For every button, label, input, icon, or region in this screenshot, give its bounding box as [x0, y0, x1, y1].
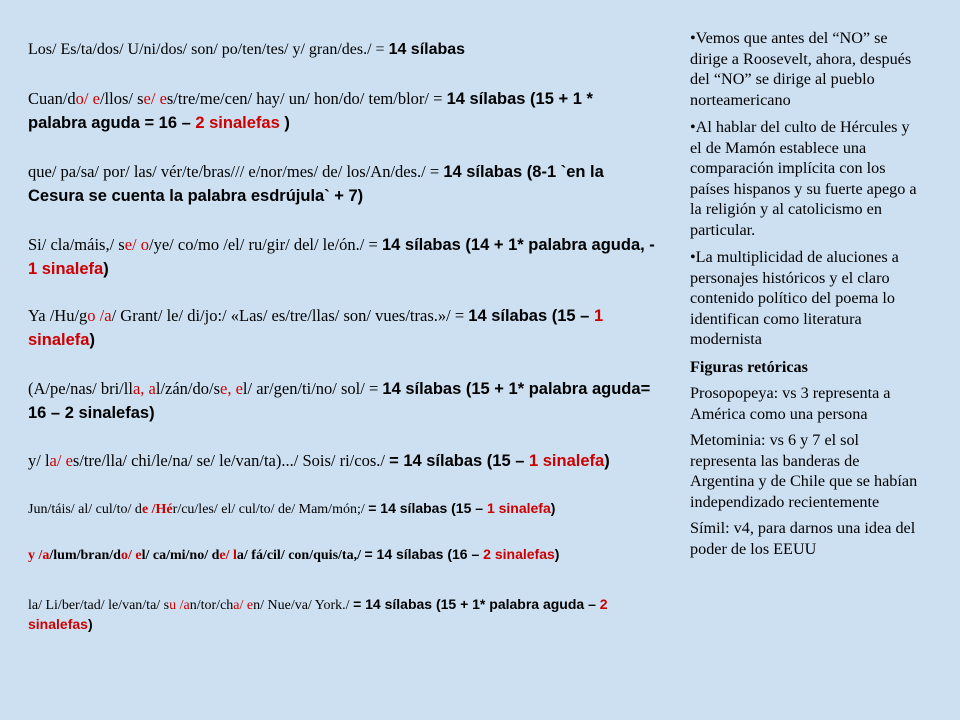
verse-analysis: [28, 0, 663, 720]
verse-segment: o/ e: [120, 548, 142, 563]
verse-segment: l/ ar/gen/ti/no/ sol/ =: [242, 379, 383, 398]
verse-segment: e, e: [220, 379, 243, 398]
verse-segment: /lum/bran/d: [49, 548, 121, 563]
verse-segment: a, a: [132, 379, 156, 398]
verse-line-6: [28, 377, 656, 425]
verse-segment: Los/ Es/ta/dos/ U/ni/dos/ son/ po/ten/tes/ y/ gran/des./ =: [28, 41, 389, 58]
verse-segment: Ya /Hu/g: [28, 306, 88, 325]
verse-segment: o /a: [87, 306, 112, 325]
note-bullet-1: •Vemos que antes del “NO” se dirige a Roosevelt, ahora, después del “NO” se dirige al pueblo norteamericano: [690, 29, 912, 109]
verse-line-9: [28, 545, 656, 565]
verse-segment: 1 sinalefa: [528, 452, 605, 470]
verse-segment: a/ e: [49, 451, 73, 470]
verse-segment: e /Hé: [141, 502, 173, 517]
verse-segment: que/ pa/sa/ por/ las/ vér/te/bras/// e/nor/mes/ de/ los/An/des./ =: [28, 162, 444, 181]
verse-segment: u /a: [169, 598, 190, 613]
note-bullet-3: •La multiplicidad de aluciones a personajes históricos y el claro contenido político del poema lo identifican como literatura modernista: [690, 248, 899, 348]
verse-segment: /ye/ co/mo /el/ ru/gir/ del/ le/ón./ =: [149, 235, 382, 254]
verse-line-2: [28, 87, 656, 135]
verse-line-4: [28, 233, 656, 281]
bullet-icon: •: [690, 118, 696, 136]
verse-segment: 1 sinalefa: [486, 500, 551, 516]
verse-segment: n/tor/ch: [189, 598, 234, 613]
verse-segment: ): [103, 260, 109, 278]
verse-segment: ): [550, 500, 556, 516]
verse-segment: Cuan/d: [28, 89, 76, 108]
verse-line-1: [28, 40, 656, 60]
verse-segment: r/cu/les/ el/ cul/to/ de/ Mam/món;/: [172, 502, 369, 517]
verse-segment: = 14 sílabas (16 –: [364, 546, 484, 562]
verse-segment: / Grant/ le/ di/jo:/ «Las/ es/tre/llas/ son/ vues/tras.»/ =: [111, 306, 469, 325]
verse-segment: Si/ cla/máis,/ s: [28, 235, 125, 254]
verse-segment: ): [279, 114, 290, 132]
verse-line-3: [28, 160, 656, 208]
verse-segment: ): [87, 616, 93, 632]
verse-segment: (A/pe/nas/ bri/ll: [28, 379, 133, 398]
notes-panel: [690, 28, 918, 565]
figure-prosopopeya: Prosopopeya: vs 3 representa a América como una persona: [690, 384, 891, 423]
verse-segment: = 14 sílabas (15 + 1* palabra aguda –: [353, 596, 600, 612]
verse-segment: 1 sinalefa: [28, 307, 604, 349]
bullet-icon: •: [690, 29, 696, 47]
verse-segment: 14 sílabas (15 + 1* palabra aguda= 16 – 2 sinalefas): [28, 380, 651, 422]
verse-segment: Jun/táis/ al/ cul/to/ d: [28, 502, 142, 517]
verse-segment: 14 sílabas (8-1 `en la Cesura se cuenta la palabra esdrújula` + 7): [28, 163, 604, 205]
verse-segment: 14 sílabas: [388, 41, 466, 58]
verse-segment: 14 sílabas (15 + 1 * palabra aguda = 16 –: [28, 90, 593, 132]
verse-segment: ): [89, 331, 95, 349]
verse-segment: 14 sílabas (15 –: [468, 307, 594, 325]
verse-segment: ): [604, 452, 610, 470]
bullet-icon: •: [690, 248, 696, 266]
verse-line-7: [28, 449, 656, 473]
verse-line-5: [28, 304, 656, 352]
verse-segment: 2 sinalefas: [483, 546, 555, 562]
verse-segment: o/ e: [75, 89, 100, 108]
verse-segment: y /a: [28, 548, 50, 563]
verse-segment: ): [554, 546, 560, 562]
verse-segment: /llos/ s: [99, 89, 144, 108]
verse-line-10: [28, 595, 656, 635]
verse-segment: a/ fá/cil/ con/quis/ta,/: [236, 548, 365, 563]
verse-segment: e/ o: [124, 235, 150, 254]
verse-segment: = 14 sílabas (15 –: [368, 500, 487, 516]
verse-segment: la/ Li/ber/tad/ le/van/ta/ s: [28, 598, 170, 613]
figure-metonimia: Metominia: vs 6 y 7 el sol representa las banderas de Argentina y de Chile que se habían independizado recientemente: [690, 431, 918, 511]
verse-segment: a/ e: [233, 598, 254, 613]
verse-segment: l/zán/do/s: [155, 379, 221, 398]
verse-segment: e/ l: [219, 548, 237, 563]
figure-simil: Símil: v4, para darnos una idea del poder de los EEUU: [690, 519, 916, 558]
note-bullet-2: •Al hablar del culto de Hércules y el de Mamón establece una comparación implícita con los países hispanos y su fuerte apego a la religión y al catolicismo en particular.: [690, 118, 917, 239]
verse-segment: 2 sinalefas: [195, 114, 280, 132]
verse-segment: 2 sinalefas: [28, 596, 608, 632]
verse-segment: s/tre/me/cen/ hay/ un/ hon/do/ tem/blor/ =: [166, 89, 447, 108]
verse-segment: l/ ca/mi/no/ d: [141, 548, 220, 563]
verse-line-8: [28, 499, 656, 519]
verse-segment: = 14 sílabas (15 –: [389, 452, 529, 470]
verse-segment: 14 sílabas (14 + 1* palabra aguda, -: [381, 236, 655, 254]
verse-segment: 1 sinalefa: [28, 260, 104, 278]
verse-segment: n/ Nue/va/ York./: [253, 598, 354, 613]
verse-segment: e/ e: [143, 89, 167, 108]
verse-segment: s/tre/lla/ chi/le/na/ se/ le/van/ta).../ Sois/ ri/cos./: [72, 451, 390, 470]
figures-heading: Figuras retóricas: [690, 357, 808, 376]
verse-segment: y/ l: [28, 451, 50, 470]
